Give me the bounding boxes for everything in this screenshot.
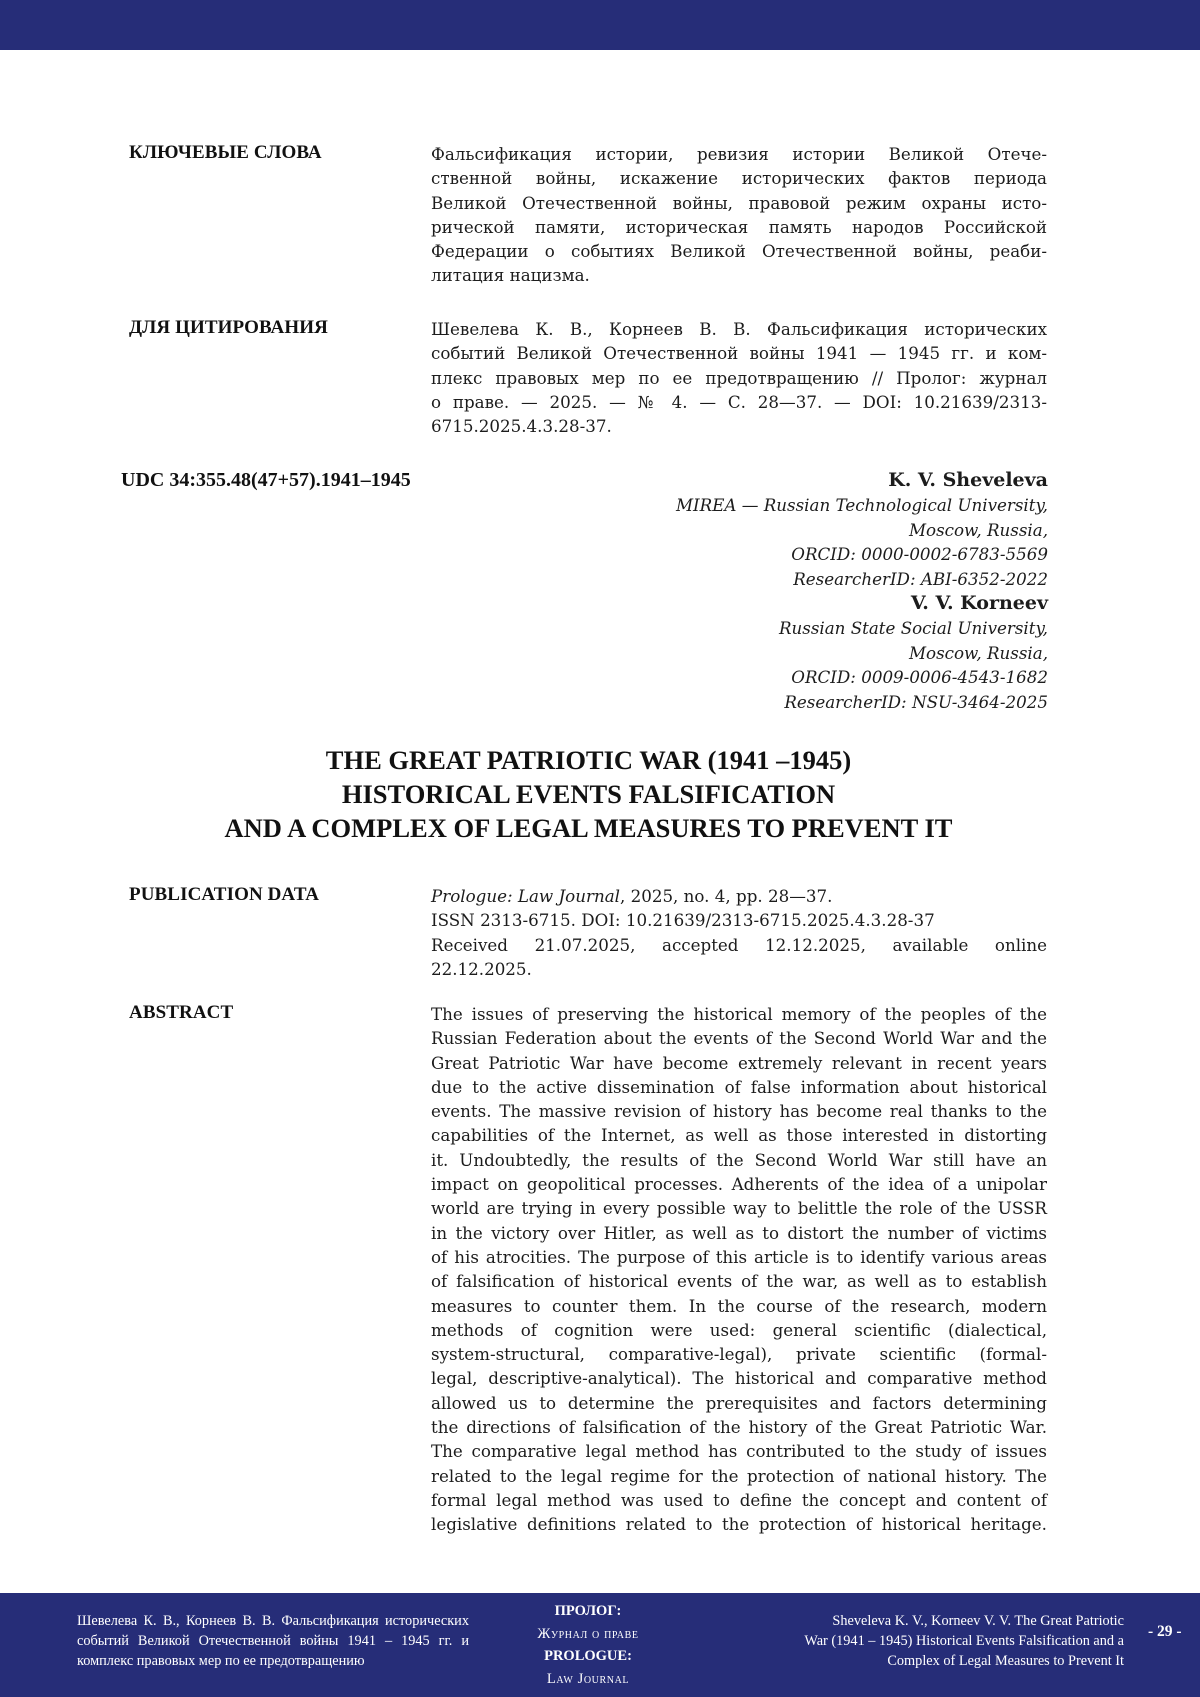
citation-text xyxy=(431,317,1047,438)
abstract-line: related to the legal regime for the protection of national history. The xyxy=(431,1465,1047,1486)
citation-line: о праве. — 2025. — № 4. — С. 28—37. — DOI: 10.21639/2313- xyxy=(431,391,1047,412)
abstract-line: Great Patriotic War have become extremely relevant in recent years xyxy=(431,1052,1047,1073)
authors-block xyxy=(676,468,1048,714)
journal-name: Prologue: Law Journal xyxy=(431,886,620,906)
footer-ru-line: Шевелева К. В., Корнеев В. В. Фальсификация исторических xyxy=(77,1613,469,1629)
footer-ru-line: комплекс правовых мер по ее предотвращению xyxy=(77,1653,365,1669)
abstract-line: The comparative legal method has contributed to the study of issues xyxy=(431,1441,1047,1462)
footer-citation-en xyxy=(740,1611,1124,1671)
abstract-line: Russian Federation about the events of the Second World War and the xyxy=(431,1028,1047,1049)
abstract-line: of falsification of historical events of the war, as well as to establish xyxy=(431,1271,1047,1292)
abstract-line: due to the active dissemination of false information about historical xyxy=(431,1076,1047,1097)
abstract-line: in the victory over Hitler, as well as to distort the number of victims xyxy=(431,1222,1047,1243)
keywords-line: литация нацизма. xyxy=(431,265,590,286)
publication-received: Received 21.07.2025, accepted 12.12.2025, available online xyxy=(431,934,1047,955)
abstract-line: formal legal method was used to define the concept and content of xyxy=(431,1489,1047,1510)
keywords-line: рической памяти, историческая память народов Российской xyxy=(431,216,1047,237)
abstract-line: events. The massive revision of history has become real thanks to the xyxy=(431,1101,1047,1122)
abstract-text xyxy=(431,1002,1047,1537)
author-location: Moscow, Russia, xyxy=(908,519,1048,540)
title-line: AND A COMPLEX OF LEGAL MEASURES TO PREVENT IT xyxy=(224,813,953,843)
footer-ru-line: событий Великой Отечественной войны 1941 – 1945 гг. и xyxy=(77,1633,469,1649)
abstract-line: methods of cognition were used: general scientific (dialectical, xyxy=(431,1319,1047,1340)
article-title xyxy=(0,743,1177,845)
title-line: HISTORICAL EVENTS FALSIFICATION xyxy=(341,779,836,809)
journal-title-ru: ПРОЛОГ: xyxy=(554,1603,622,1619)
author-name: V. V. Korneev xyxy=(910,592,1048,614)
author-affiliation: Russian State Social University, xyxy=(778,618,1048,638)
abstract-line: impact on geopolitical processes. Adherents of the idea of a unipolar xyxy=(431,1174,1047,1195)
title-line: THE GREAT PATRIOTIC WAR (1941 –1945) xyxy=(325,745,852,775)
keywords-text xyxy=(431,142,1047,288)
author-affiliation: MIREA — Russian Technological University, xyxy=(675,495,1048,515)
author-researcher-id: ResearcherID: ABI-6352-2022 xyxy=(793,568,1048,589)
citation-line: Шевелева К. В., Корнеев В. В. Фальсификация исторических xyxy=(431,319,1047,339)
footer-journal-logo xyxy=(513,1600,663,1690)
header-band xyxy=(0,0,1200,50)
citation-line: 6715.2025.4.3.28-37. xyxy=(431,416,612,437)
author-name: K. V. Sheveleva xyxy=(888,469,1048,491)
citation-line: плекс правовых мер по ее предотвращению // Пролог: журнал xyxy=(431,367,1047,388)
udc-code: UDC 34:355.48(47+57).1941–1945 xyxy=(121,469,411,491)
journal-subtitle-en: Law Journal xyxy=(546,1670,630,1687)
journal-issue: , 2025, no. 4, pp. 28—37. xyxy=(619,886,833,906)
citation-line: событий Великой Отечественной войны 1941 — 1945 гг. и ком- xyxy=(431,343,1047,364)
citation-label: ДЛЯ ЦИТИРОВАНИЯ xyxy=(129,317,328,338)
keywords-line: Фальсификация истории, ревизия истории Великой Отече- xyxy=(431,144,1047,164)
abstract-line: allowed us to determine the prerequisites and factors determining xyxy=(431,1392,1047,1413)
author-orcid: ORCID: 0000-0002-6783-5569 xyxy=(791,544,1048,564)
abstract-label: ABSTRACT xyxy=(129,1002,234,1023)
keywords-label: КЛЮЧЕВЫЕ СЛОВА xyxy=(129,142,322,163)
publication-date: 22.12.2025. xyxy=(431,958,532,979)
publication-label: PUBLICATION DATA xyxy=(129,884,320,905)
abstract-line: it. Undoubtedly, the results of the Second World War still have an xyxy=(431,1149,1047,1170)
abstract-line: capabilities of the Internet, as well as those interested in distorting xyxy=(431,1125,1047,1146)
abstract-line: legal, descriptive-analytical). The historical and comparative method xyxy=(431,1368,1047,1389)
journal-title-en: PROLOGUE: xyxy=(544,1648,632,1664)
page-number: - 29 - xyxy=(1148,1623,1182,1640)
abstract-line: legislative definitions related to the protection of historical heritage. xyxy=(431,1514,1047,1535)
footer-en-line: Sheveleva K. V., Korneev V. V. The Great Patriotic xyxy=(832,1613,1124,1629)
keywords-line: Великой Отечественной войны, правовой режим охраны исто- xyxy=(431,192,1047,213)
abstract-line: system-structural, comparative-legal), private scientific (formal- xyxy=(431,1344,1047,1365)
keywords-line: ственной войны, искажение исторических фактов периода xyxy=(431,168,1047,189)
publication-journal-line xyxy=(431,884,1047,908)
journal-subtitle-ru: Журнал о праве xyxy=(537,1625,639,1642)
footer-en-line: Complex of Legal Measures to Prevent It xyxy=(887,1653,1124,1669)
publication-text xyxy=(431,884,1047,981)
footer-en-line: War (1941 – 1945) Historical Events Falsification and a xyxy=(804,1633,1124,1649)
publication-issn: ISSN 2313-6715. DOI: 10.21639/2313-6715.2025.4.3.28-37 xyxy=(431,910,935,931)
footer-band xyxy=(0,1593,1200,1697)
abstract-line: the directions of falsification of the history of the Great Patriotic War. xyxy=(431,1417,1047,1438)
author-location: Moscow, Russia, xyxy=(908,642,1048,663)
keywords-line: Федерации о событиях Великой Отечественной войны, реаби- xyxy=(431,241,1047,262)
abstract-line: world are trying in every possible way to belittle the role of the USSR xyxy=(431,1198,1047,1219)
abstract-line: measures to counter them. In the course of the research, modern xyxy=(431,1295,1047,1316)
footer-citation-ru xyxy=(77,1611,469,1671)
abstract-line: of his atrocities. The purpose of this article is to identify various areas xyxy=(431,1246,1047,1267)
abstract-line: The issues of preserving the historical memory of the peoples of the xyxy=(431,1004,1047,1024)
author-researcher-id: ResearcherID: NSU-3464-2025 xyxy=(784,691,1048,712)
author-orcid: ORCID: 0009-0006-4543-1682 xyxy=(791,667,1048,687)
